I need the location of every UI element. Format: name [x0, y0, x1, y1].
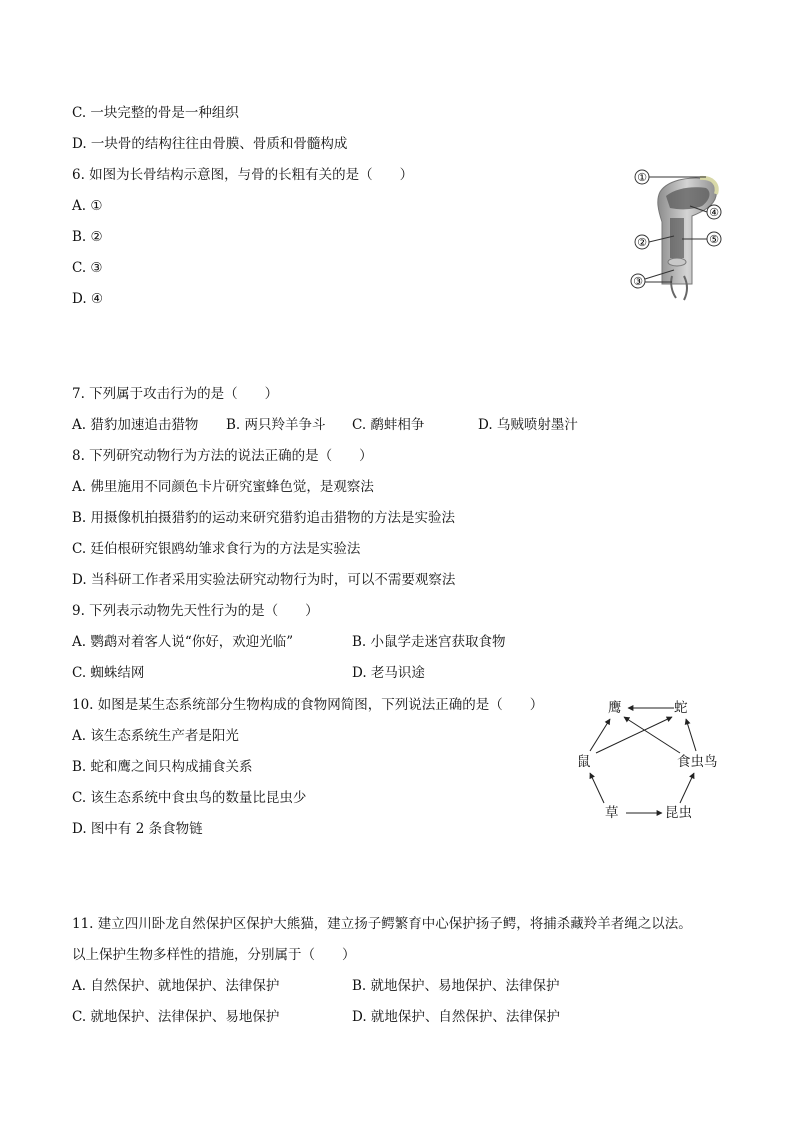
q9-stem: 9. 下列表示动物先天性行为的是（ ） — [72, 603, 319, 619]
bone-label-5: ⑤ — [709, 233, 719, 246]
q6-stem: 6. 如图为长骨结构示意图，与骨的长粗有关的是（ ） — [72, 167, 414, 183]
food-web-grass: 草 — [605, 805, 619, 821]
q7-option-b: B. 两只羚羊争斗 — [226, 417, 326, 433]
q10-option-c: C. 该生态系统中食虫鸟的数量比昆虫少 — [72, 790, 307, 806]
q6-option-b: B. ② — [72, 229, 103, 245]
q7-option-d: D. 乌贼喷射墨汁 — [478, 417, 578, 433]
q11-option-c: C. 就地保护、法律保护、易地保护 — [72, 1009, 280, 1025]
arrow-insect-bird — [680, 773, 694, 803]
cut-section — [668, 258, 686, 266]
q9-option-d: D. 老马识途 — [352, 665, 425, 681]
q11-stem-line1: 11. 建立四川卧龙自然保护区保护大熊猫，建立扬子鳄繁育中心保护扬子鳄，将捕杀藏羚羊者绳之以法。 — [72, 916, 692, 932]
food-web-snake: 蛇 — [674, 700, 688, 716]
q7-stem: 7. 下列属于攻击行为的是（ ） — [72, 386, 279, 402]
q9-option-b: B. 小鼠学走迷宫获取食物 — [352, 634, 506, 650]
q10-option-a: A. 该生态系统生产者是阳光 — [72, 728, 239, 744]
q7-option-c: C. 鹬蚌相争 — [352, 417, 425, 433]
q5-option-c: C. 一块完整的骨是一种组织 — [72, 105, 239, 121]
bone-label-1: ① — [637, 171, 647, 184]
q8-option-a: A. 佛里施用不同颜色卡片研究蜜蜂色觉，是观察法 — [72, 479, 374, 495]
q6-option-c: C. ③ — [72, 260, 103, 276]
q9-option-c: C. 蜘蛛结网 — [72, 665, 145, 681]
q11-option-d: D. 就地保护、自然保护、法律保护 — [352, 1009, 560, 1025]
q8-option-c: C. 廷伯根研究银鸥幼雏求食行为的方法是实验法 — [72, 541, 361, 557]
food-web-diagram — [570, 695, 730, 825]
food-web-insect: 昆虫 — [665, 805, 692, 821]
medullary-cavity — [670, 218, 684, 258]
long-bone-diagram — [626, 166, 726, 312]
bone-label-4: ④ — [709, 206, 719, 219]
arrow-mouse-hawk — [590, 719, 610, 751]
q6-option-a: A. ① — [72, 198, 103, 214]
q11-stem-line2: 以上保护生物多样性的措施，分别属于（ ） — [72, 947, 356, 963]
q10-option-d: D. 图中有 2 条食物链 — [72, 821, 203, 837]
bone-label-2: ② — [637, 236, 647, 249]
q6-option-d: D. ④ — [72, 291, 104, 307]
food-web-bird: 食虫鸟 — [677, 754, 718, 770]
q11-option-a: A. 自然保护、就地保护、法律保护 — [72, 978, 280, 994]
arrow-grass-mouse — [590, 773, 604, 803]
q8-option-d: D. 当科研工作者采用实验法研究动物行为时，可以不需要观察法 — [72, 572, 456, 588]
q7-option-a: A. 猎豹加速追击猎物 — [72, 417, 199, 433]
q8-stem: 8. 下列研究动物行为方法的说法正确的是（ ） — [72, 448, 373, 464]
food-web-hawk: 鹰 — [608, 700, 622, 716]
q5-option-d: D. 一块骨的结构往往由骨膜、骨质和骨髓构成 — [72, 136, 348, 152]
food-web-mouse: 鼠 — [577, 754, 591, 770]
q11-option-b: B. 就地保护、易地保护、法律保护 — [352, 978, 560, 994]
bone-label-3: ③ — [633, 275, 643, 288]
q10-option-b: B. 蛇和鹰之间只构成捕食关系 — [72, 759, 253, 775]
q10-stem: 10. 如图是某生态系统部分生物构成的食物网简图，下列说法正确的是（ ） — [72, 697, 544, 713]
q9-option-a: A. 鹦鹉对着客人说“你好，欢迎光临” — [72, 634, 294, 650]
arrow-bird-hawk — [624, 717, 680, 753]
arrow-bird-snake — [686, 719, 696, 751]
q8-option-b: B. 用摄像机拍摄猎豹的运动来研究猎豹追击猎物的方法是实验法 — [72, 510, 456, 526]
